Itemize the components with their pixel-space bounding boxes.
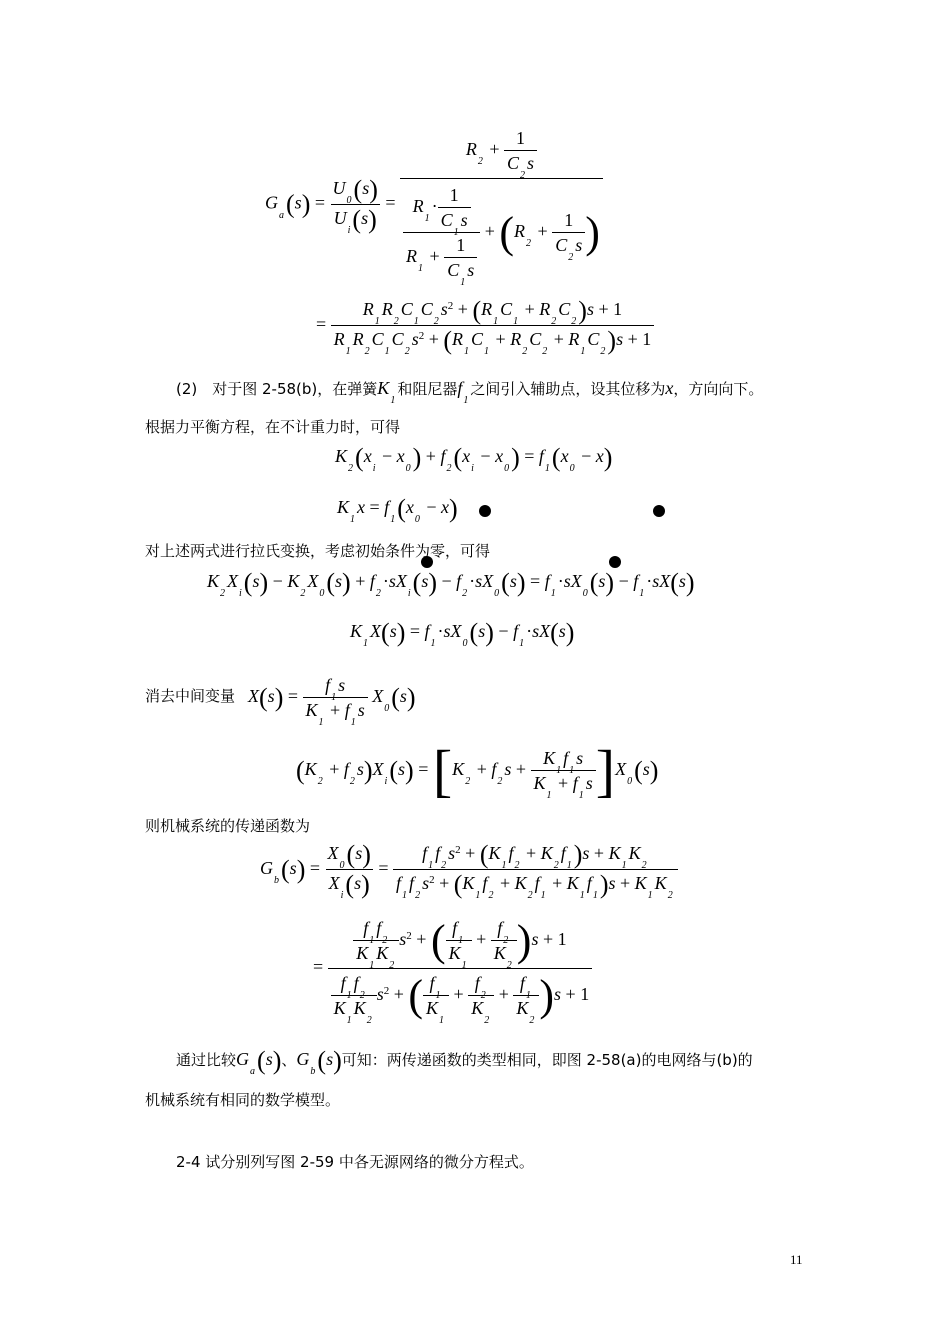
paragraph-2-part1: (2) 对于图 2-58(b)，在弹簧	[176, 380, 378, 398]
paragraph-5	[145, 686, 235, 706]
equation-gb-normalized: = $\frac{f_1f_2}{K_1K_2}$ $s^2$ + ( $\frac{f_1}{K_1}$ + $\frac{f_2}{K_2}$ )s + 1 $\frac{f_1f_2}{K_1K_2}$ $s^2$ + ( $\frac{f_1}{K_1}$ + $\frac{f_2}{K_2}$ + $\frac{f_1}{K_2}$ )s + 1	[313, 918, 592, 1019]
equation-gb: $G_b(s)$ = $\frac{X_0(s)}{X_i(s)}$ = $\frac{f_1f_2s^2 + (K_1f_2 + K_2f_1)s + K_1K_2}{f_1f_2s^2 + (K_1f_2 + K_2f_1 + K_1f_1)s + K_1K_2}$	[260, 842, 678, 898]
paragraph-2-part2: 和阻尼器	[397, 380, 458, 398]
equation-x-of-s: X(s) = $\frac{f_1s}{K_1 + f_1s}$ $X_0(s)$	[248, 675, 416, 728]
equation-laplace-2: $K_1X(s) = f_1\cdot sX_0(s) - f_1\cdot sX(s)$	[350, 618, 575, 650]
paragraph-7: 通过比较$G_a(s)$、$G_b(s)$可知：两传递函数的类型相同，即图 2-58(a)的电网络与(b)的	[176, 1046, 753, 1078]
paragraph-2: (2) 对于图 2-58(b)，在弹簧$K_1$和阻尼器$f_1$之间引入辅助点，设其位移为x，方向向下。	[176, 378, 764, 406]
page-number: 11	[790, 1252, 803, 1267]
equation-force-1: $K_2(x_i - x_0) + f_2(x_i - x_0) = f_1(x_0 - x)$	[335, 443, 613, 475]
paragraph-7-part3: 可知：两传递函数的类型相同，即图 2-58(a)的电网络与(b)的	[341, 1051, 753, 1070]
paragraph-3: 根据力平衡方程，在不计重力时，可得	[145, 418, 401, 436]
equation-combined: $(K_2 + f_2s)X_i(s) = [K_2 + f_2s$ + $\frac{K_1f_1s}{K_1 + f_1s}$ ]$X_0(s)$	[296, 738, 659, 803]
equation-ga: $G_a(s)$ = $\frac{U_0(s)}{U_i(s)}$ = $R_2$ + $\frac{1}{C_2s}$ $R_1\cdot$ $\frac{1}{C_1s}$ $R_1$ + $\frac{1}{C_1s}$ + ($R_2$ + $\frac{1}{C_2s}$ )	[265, 128, 603, 281]
paragraph-5-label: 消去中间变量	[145, 687, 236, 705]
equation-force-2: $K_1x = f_1(x_0 - x)$	[337, 494, 458, 526]
equation-laplace-1: $K_2X_i(s) - K_2X_0(s) + f_2\cdot sX_i(s) - f_2\cdot sX_0(s) = f_1\cdot sX_0(s) - f_1\cdot sX(s)$	[207, 568, 695, 600]
paragraph-7-part2: 、	[281, 1051, 297, 1070]
paragraph-7-part1: 通过比较	[176, 1051, 237, 1070]
section-heading: 2-4 试分别列写图 2-59 中各无源网络的微分方程式。	[176, 1153, 534, 1171]
bullet-dot	[479, 505, 491, 517]
bullet-dot	[653, 505, 665, 517]
paragraph-2-part4: ，方向向下。	[673, 380, 764, 398]
paragraph-8: 机械系统有相同的数学模型。	[145, 1091, 341, 1109]
equation-ga-expanded: = $\frac{R_1R_2C_1C_2s^2 + (R_1C_1 + R_2C_2)s + 1}{R_1R_2C_1C_2s^2 + (R_1C_1 + R_2C_2 + R_1C_2)s + 1}$	[316, 298, 654, 354]
paragraph-2-part3: 之间引入辅助点，设其位移为	[470, 380, 666, 398]
paragraph-6: 则机械系统的传递函数为	[145, 817, 311, 835]
bullet-dot	[609, 556, 621, 568]
paragraph-4: 对上述两式进行拉氏变换，考虑初始条件为零，可得	[145, 542, 491, 560]
